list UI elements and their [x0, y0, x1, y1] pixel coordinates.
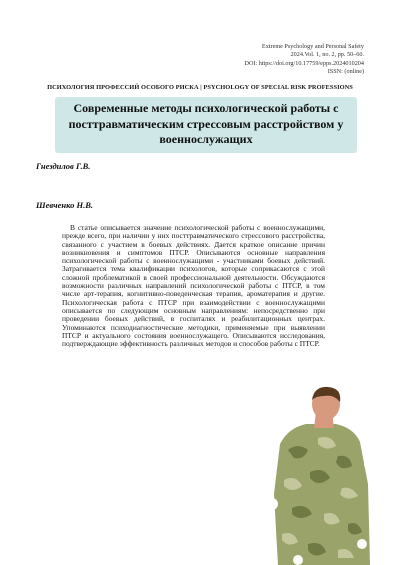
- journal-volume: 2024.Vol. 1, no. 2, pp. 50–60.: [290, 51, 364, 59]
- title-box: [55, 97, 357, 153]
- author-1: Гнездилов Г.В.: [36, 161, 91, 171]
- article-title: Современные методы психологической работы с посттравматическим стрессовым расстройством у военнослужащих: [68, 101, 344, 146]
- author-2: Шевченко Н.В.: [36, 200, 93, 210]
- journal-doi[interactable]: DOI: https://doi.org/10.17759/epps.2024010204: [244, 59, 364, 67]
- soldier-illustration: [258, 384, 400, 565]
- journal-issn: ISSN: (online): [327, 68, 364, 76]
- journal-info: [164, 43, 364, 77]
- abstract: В статье описывается значение психологической работы с военнослужащими, прежде всего, при наличии у них посттравматического стрессового расстройства, связанного с участием в боевых действиях. Дается краткое описание причин возникновения и симптомов ПТСР. Описываются основные направления психологической работы с военнослужащими - участниками боевых действий. Затрагивается тема квалификации психологов, которые соприкасаются с этой сложной проблематикой в своей профессиональной деятельности. Обсуждаются возможности различных направлений психологической работы с ПТСР, в том числе арт-терапия, когнитивно-поведенческая терапия, ароматерапия и другие. Психологическая работа с ПТСР при взаимодействии с военнослужащими описывается по следующим основным направлениям: непосредственно при проведении боевых действий, в госпиталях и реабилитационных центрах. Упоминаются психодиагностические методики, применяемые при выявлении ПТСР и актуального состояния военнослужащего. Описываются исследования, подтверждающие эффективность различных методов и способов работы с ПТСР.: [62, 223, 325, 349]
- section-heading: ПСИХОЛОГИЯ ПРОФЕССИЙ ОСОБОГО РИСКА | PSYCHOLOGY OF SPECIAL RISK PROFESSIONS: [47, 84, 353, 91]
- journal-name: Extreme Psychology and Personal Safety: [261, 43, 364, 50]
